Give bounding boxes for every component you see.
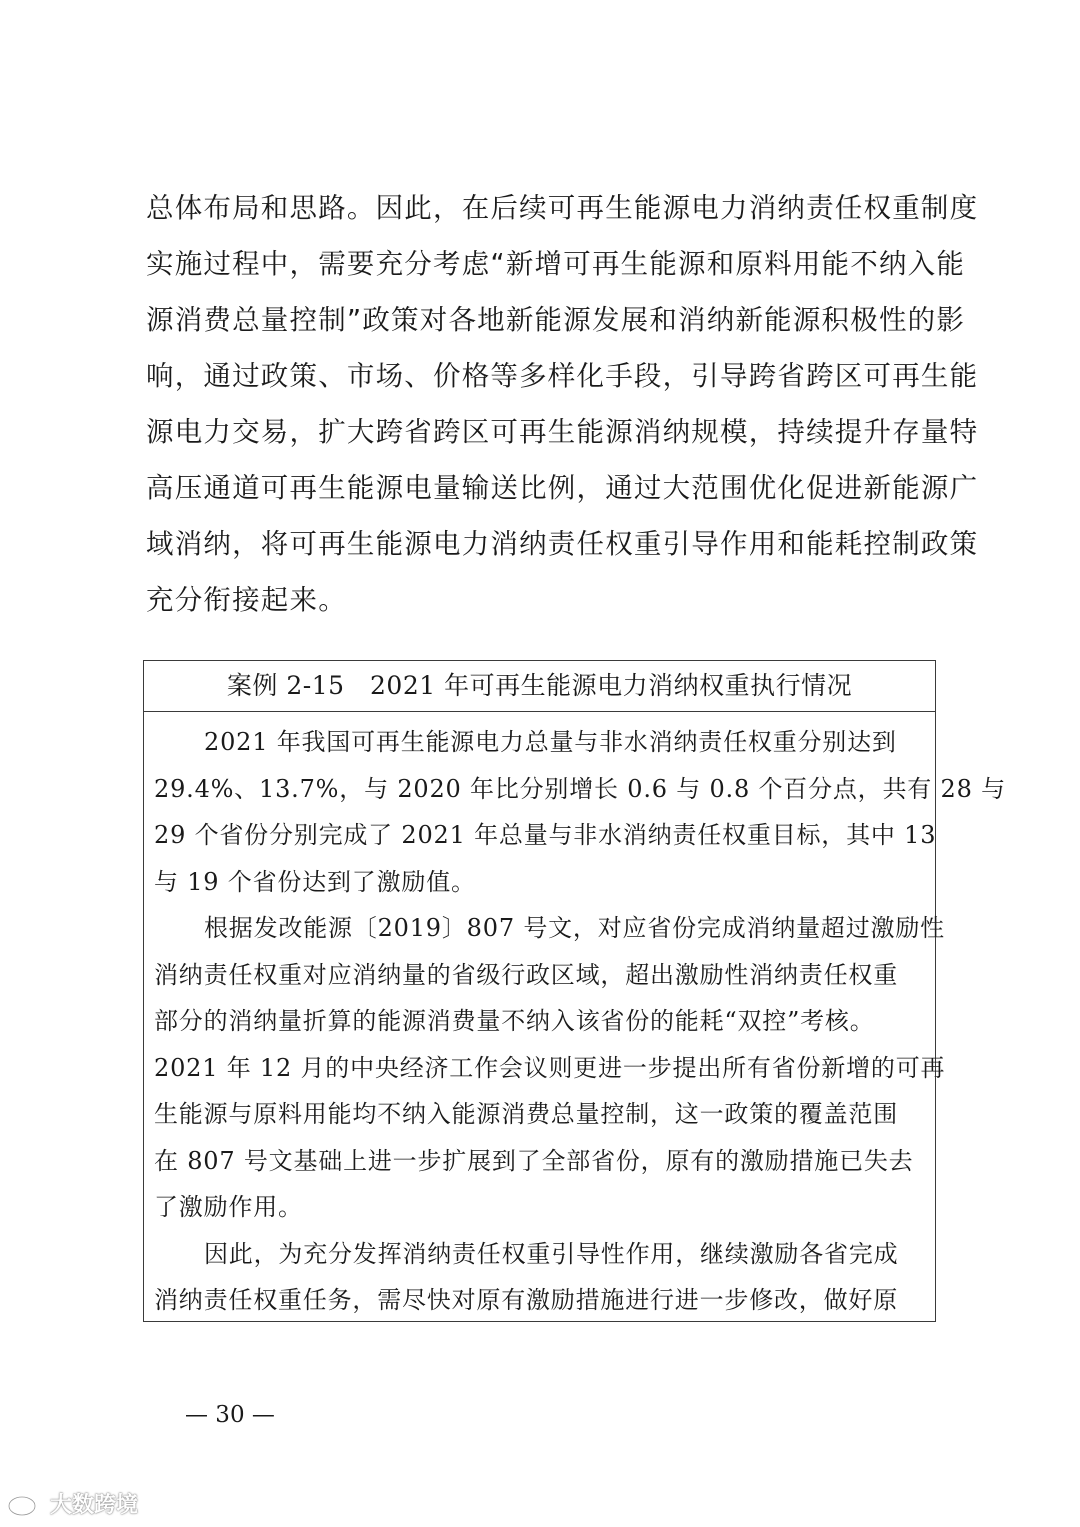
- case-line: 与 19 个省份达到了激励值。: [154, 867, 476, 896]
- body-line: 实施过程中，需要充分考虑“新增可再生能源和原料用能不纳入能: [146, 248, 966, 280]
- body-line: 响，通过政策、市场、价格等多样化手段，引导跨省跨区可再生能: [146, 360, 979, 392]
- case-line: 2021 年我国可再生能源电力总量与非水消纳责任权重分别达到: [204, 728, 897, 756]
- case-line: 29.4%、13.7%，与 2020 年比分别增长 0.6 与 0.8 个百分点，共有 28 与: [154, 774, 1006, 803]
- watermark-text: 大数跨境: [50, 1492, 139, 1518]
- case-line: 生能源与原料用能均不纳入能源消费总量控制，这一政策的覆盖范围: [154, 1100, 898, 1128]
- weibo-logo-icon: [6, 1489, 46, 1517]
- watermark: [6, 1488, 138, 1518]
- page-number: — 30 —: [185, 1402, 275, 1428]
- body-line: 域消纳，将可再生能源电力消纳责任权重引导作用和能耗控制政策: [146, 528, 979, 560]
- case-study-body: [144, 712, 1006, 1324]
- body-line: 源电力交易，扩大跨省跨区可再生能源消纳规模，持续提升存量特: [146, 416, 979, 448]
- case-line: 因此，为充分发挥消纳责任权重引导性作用，继续激励各省完成: [204, 1239, 899, 1268]
- body-paragraph: [146, 180, 979, 628]
- case-line: 消纳责任权重对应消纳量的省级行政区域，超出激励性消纳责任权重: [154, 960, 898, 989]
- body-line: 高压通道可再生能源电量输送比例，通过大范围优化促进新能源广: [146, 472, 979, 504]
- case-line: 了激励作用。: [154, 1193, 303, 1221]
- case-line: 根据发改能源〔2019〕807 号文，对应省份完成消纳量超过激励性: [204, 914, 945, 942]
- case-line: 消纳责任权重任务，需尽快对原有激励措施进行进一步修改，做好原: [154, 1286, 898, 1314]
- case-study-title: 案例 2-15 2021 年可再生能源电力消纳权重执行情况: [144, 661, 935, 712]
- case-line: 2021 年 12 月的中央经济工作会议则更进一步提出所有省份新增的可再: [154, 1053, 946, 1082]
- case-study-box: [143, 660, 1006, 1322]
- case-line: 在 807 号文基础上进一步扩展到了全部省份，原有的激励措施已失去: [154, 1146, 914, 1175]
- body-line: 总体布局和思路。因此，在后续可再生能源电力消纳责任权重制度: [146, 192, 979, 224]
- case-line: 29 个省份分别完成了 2021 年总量与非水消纳责任权重目标，其中 13: [154, 821, 937, 849]
- body-line: 充分衔接起来。: [146, 584, 347, 616]
- case-line: 部分的消纳量折算的能源消费量不纳入该省份的能耗“双控”考核。: [154, 1007, 875, 1035]
- body-line: 源消费总量控制”政策对各地新能源发展和消纳新能源积极性的影: [146, 304, 966, 336]
